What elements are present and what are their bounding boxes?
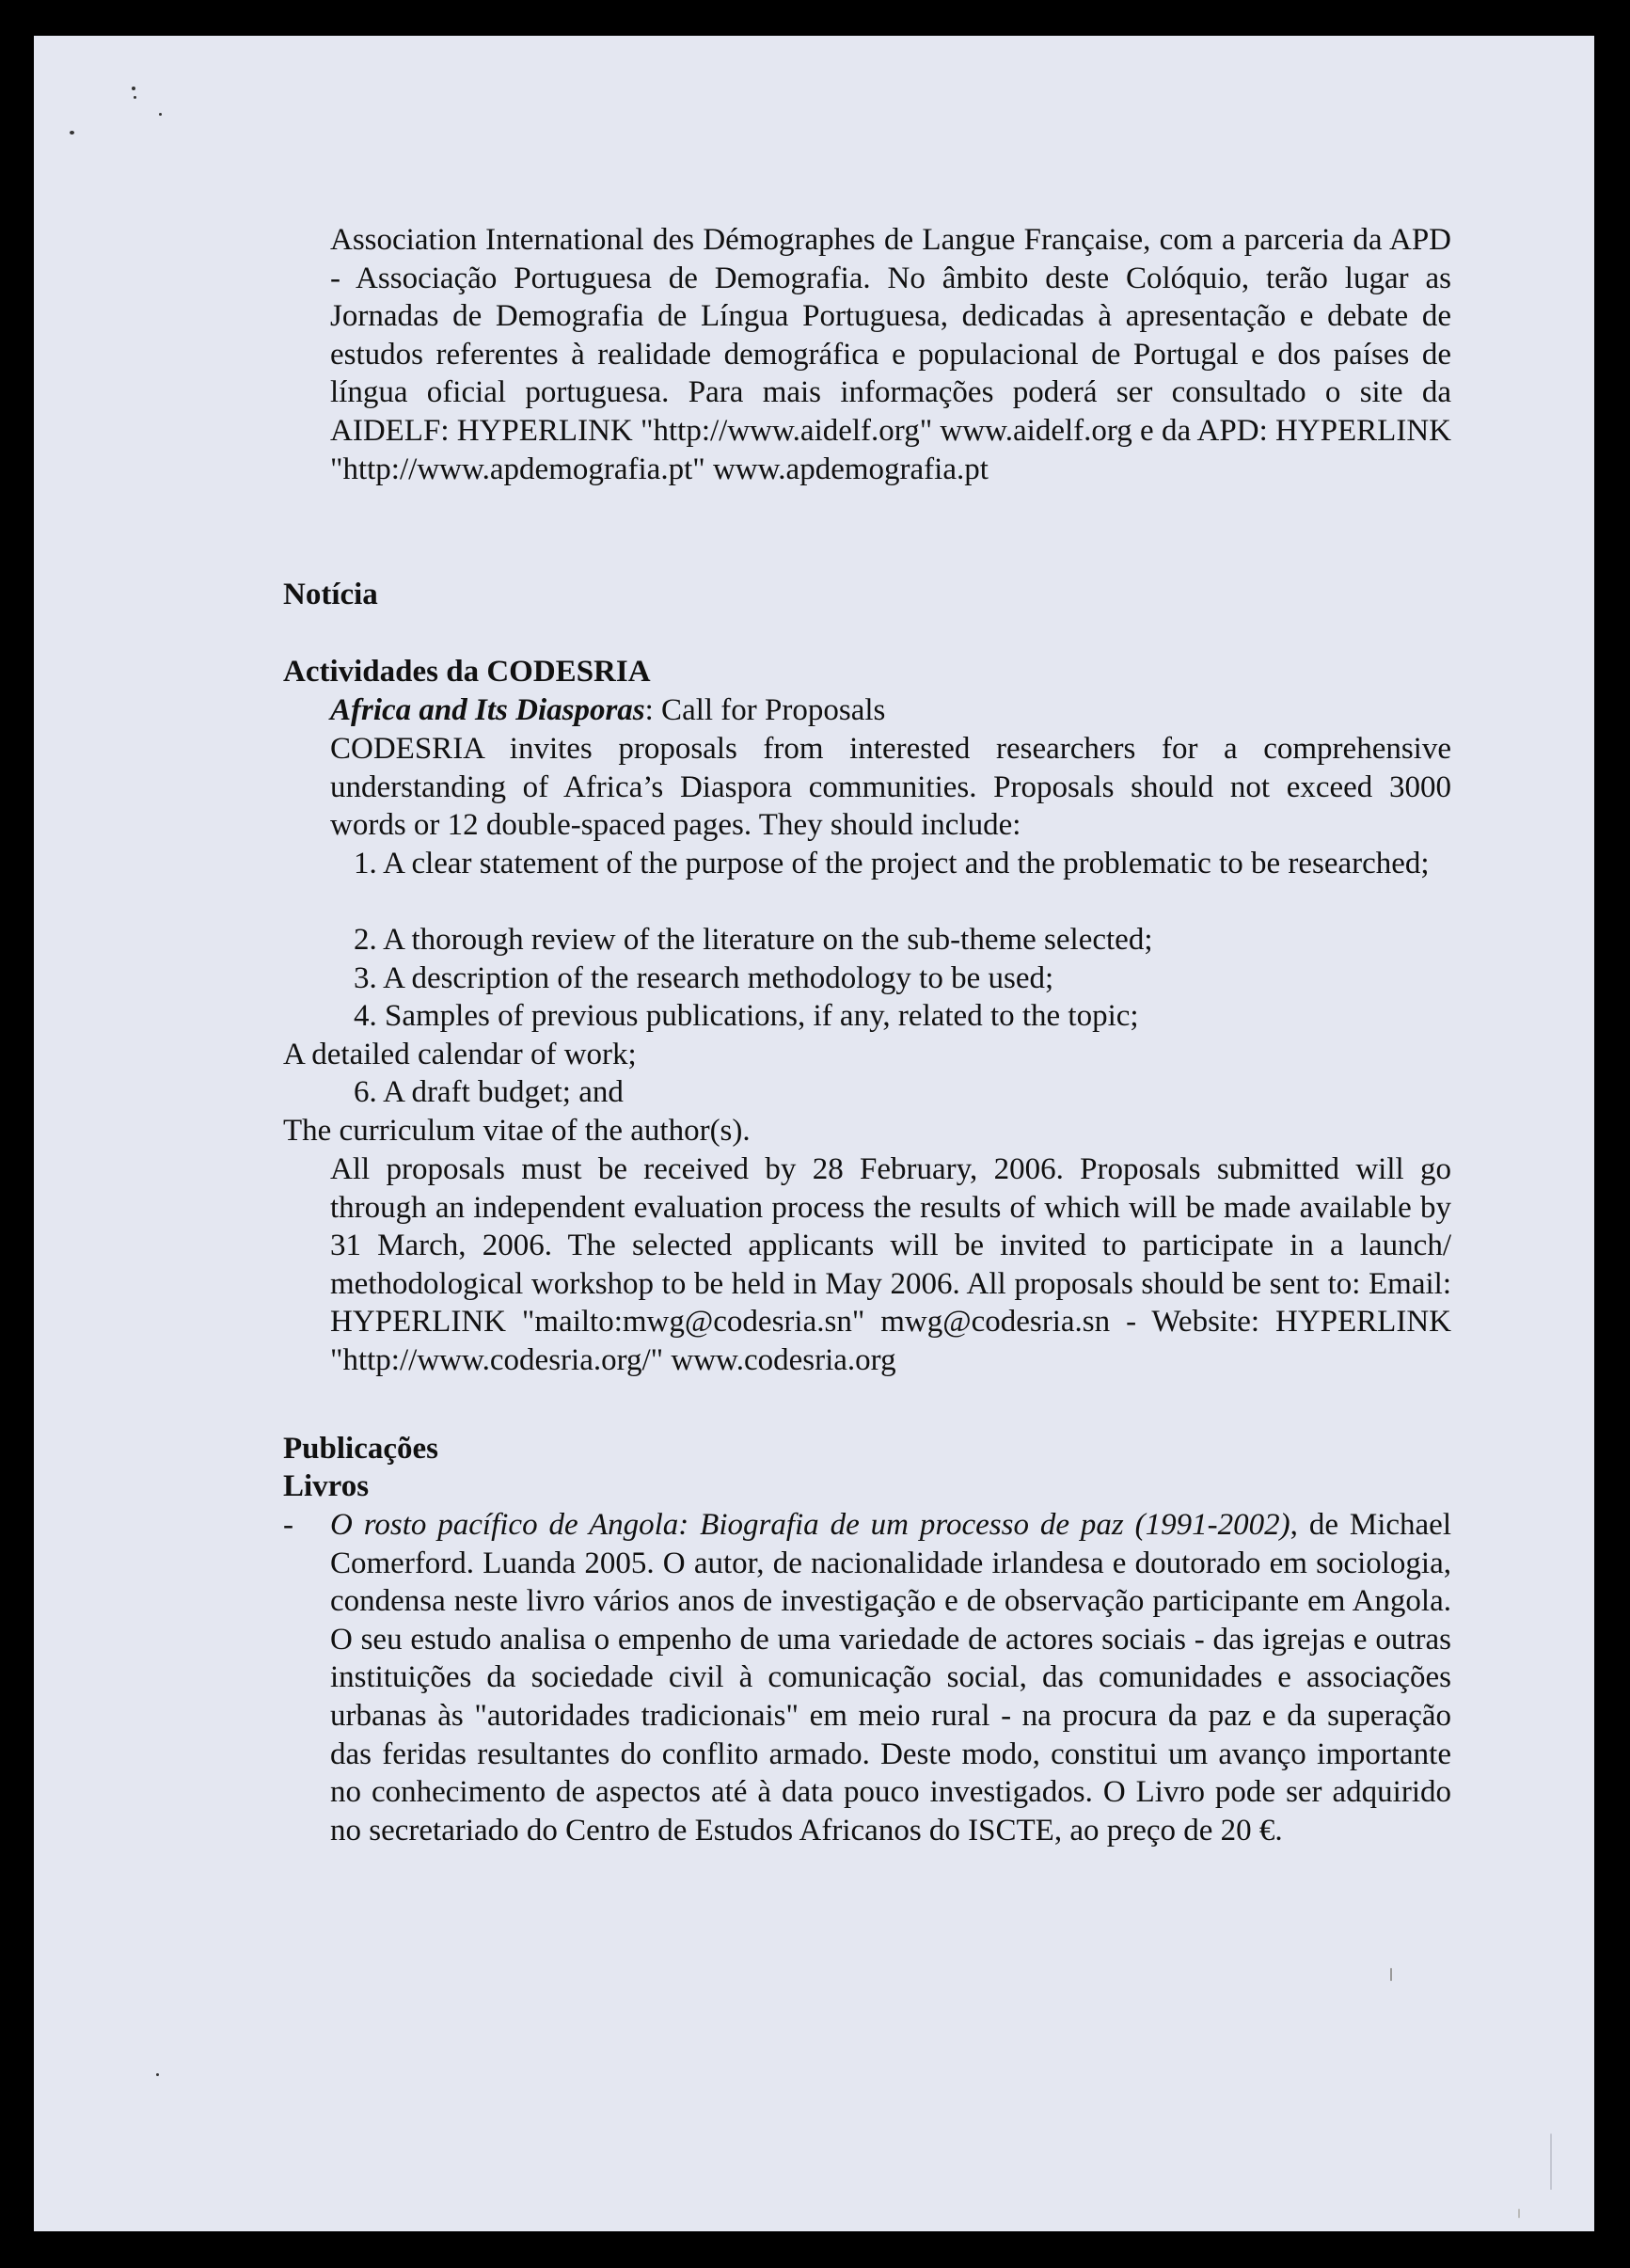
book-entry	[330, 1506, 1451, 1849]
publicacoes-heading: Publicações	[283, 1432, 438, 1466]
scan-speck	[156, 2073, 159, 2076]
scan-speck	[1390, 1968, 1392, 1981]
scan-speck	[134, 96, 136, 99]
call-suffix: : Call for Proposals	[644, 693, 886, 727]
scan-speck	[1518, 2209, 1520, 2218]
proposal-item-2: 2. A thorough review of the literature on the sub-theme selected;	[354, 923, 1153, 957]
codesria-intro-text: CODESRIA invites proposals from interested researchers for a comprehensive understanding of Africa’s Diaspora communities. Proposals should not exceed 3000 words or 12 double-spaced pages. They should include:	[330, 732, 1451, 843]
book-title: O rosto pacífico de Angola: Biografia de um processo de paz (1991-2002)	[330, 1508, 1290, 1542]
book-bullet: -	[283, 1508, 293, 1542]
book-description: , de Michael Comerford. Luanda 2005. O autor, de nacionalidade irlandesa e doutorado em sociologia, condensa neste livro vários anos de investigação e de observação participante em Angola. O seu estudo analisa o empenho de uma variedade de actores sociais - das igrejas e outras instituições da sociedade civil à comunicação social, das comunidades e associações urbanas às "autoridades tradicionais" em meio rural - na procura da paz e da superação das feridas resultantes do conflito armado. Deste modo, constitui um avanço importante no conhecimento de aspectos até à data pouco investigados. O Livro pode ser adquirido no secretariado do Centro de Estudos Africanos do ISCTE, ao preço de 20 €.	[330, 1508, 1451, 1848]
scan-speck	[132, 87, 135, 90]
livros-subheading: Livros	[283, 1469, 370, 1503]
proposal-item-3: 3. A description of the research methodology to be used;	[354, 961, 1054, 995]
call-for-proposals-title	[330, 691, 885, 730]
proposal-item-5: A detailed calendar of work;	[283, 1038, 637, 1071]
scan-speck	[70, 131, 74, 135]
intro-text: Association International des Démographes de Langue Française, com a parceria da APD - Associação Portuguesa de Demografia. No âmbito deste Colóquio, terão lugar as Jornadas de Demografia de Língua Portuguesa, dedicadas à apresentação e debate de estudos referentes à realidade demográfica e populacional de Portugal e dos países de língua oficial portuguesa. Para mais informações poderá ser consultado o site da AIDELF: HYPERLINK "http://www.aidelf.org" www.aidelf.org e da APD: HYPERLINK "http://www.apdemografia.pt" www.apdemografia.pt	[330, 223, 1451, 486]
proposal-item-7: The curriculum vitae of the author(s).	[283, 1114, 751, 1148]
codesria-intro-paragraph	[330, 730, 1451, 845]
proposal-item-text: 1. A clear statement of the purpose of the project and the problematic to be researched;	[354, 847, 1430, 880]
proposal-item-4: 4. Samples of previous publications, if any, related to the topic;	[354, 999, 1139, 1033]
call-title: Africa and Its Diasporas	[330, 693, 645, 727]
proposal-item-6: 6. A draft budget; and	[354, 1075, 624, 1109]
codesria-closing-text: All proposals must be received by 28 February, 2006. Proposals submitted will go through an independent evaluation process the results of which will be made available by 31 March, 2006. The selected applicants will be invited to participate in a launch/ methodological workshop to be held in May 2006. All proposals should be sent to: Email: HYPERLINK "mailto:mwg@codesria.sn" mwg@codesria.sn - Website: HYPERLINK "http://www.codesria.org/" www.codesria.org	[330, 1152, 1451, 1377]
scan-speck	[1550, 2133, 1552, 2190]
codesria-heading: Actividades da CODESRIA	[283, 655, 651, 689]
intro-paragraph	[330, 221, 1451, 488]
proposal-item-1	[354, 845, 1451, 883]
scan-speck	[159, 113, 162, 116]
noticia-heading: Notícia	[283, 578, 378, 611]
codesria-closing-paragraph	[330, 1150, 1451, 1380]
document-page	[34, 36, 1594, 2231]
